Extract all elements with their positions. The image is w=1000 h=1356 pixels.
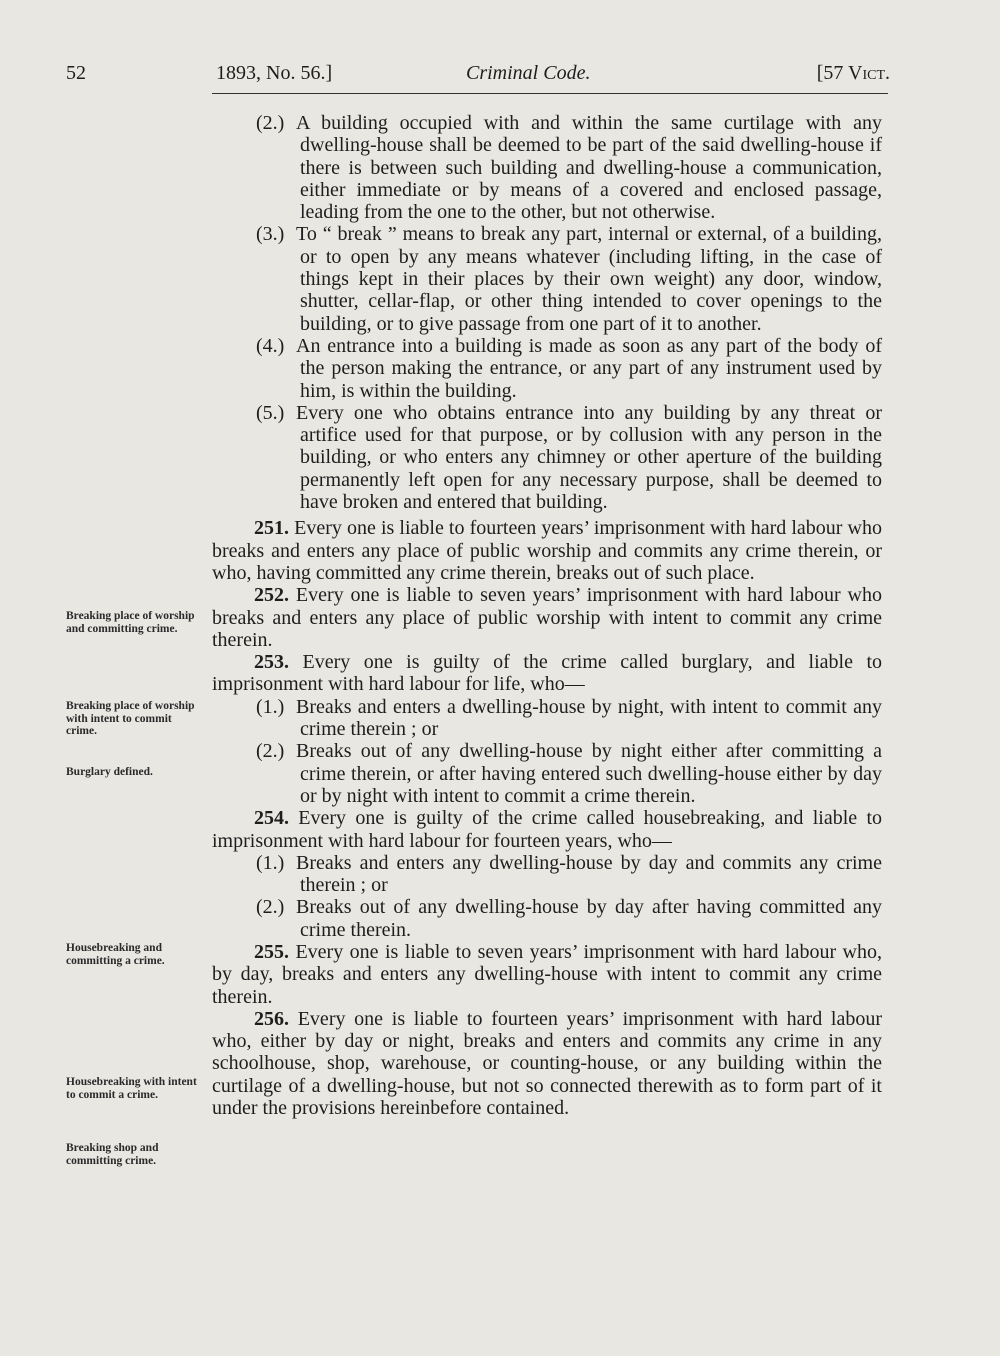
section-255: 255. Every one is liable to seven years’ imprisonment with hard labour who, by day, breaks and enters any dwelling-house with intent to commit any crime therein. [212,940,882,1008]
section-254: 254. Every one is guilty of the crime called housebreaking, and liable to imprisonment with hard labour for fourteen years, who— [212,807,882,852]
sidenote-256: Breaking shop and committing crime. [66,1142,159,1167]
sidenote-253: Burglary defined. [66,766,153,778]
sidenote-255: Housebreaking with intent to commit a crime. [66,1076,197,1101]
regnal-year: [57 Vict. [816,62,890,84]
subsection-3: (3.) To “ break ” means to break any part, internal or external, of a building, or to open by any means whatever (including lifting, in the case of things kept in their places by their own weight) any door, window, shutter, cellar-flap, or other thing intended to cover openings to the building, or to give passage from one part of it to another. [256,223,882,335]
subsection-4: (4.) An entrance into a building is made as soon as any part of the body of the person making the entrance, or any part of any instrument used by him, is within the building. [256,334,882,402]
subsection-5: (5.) Every one who obtains entrance into any building by any threat or artifice used for that purpose, or by collusion with any person in the building, or who enters any chimney or other aperture of the building permanently left open for any necessary purpose, shall be deemed to have broken and entered that building. [256,401,882,514]
act-year-number: 1893, No. 56.] [216,62,333,84]
sidenote-251: Breaking place of worship and committing crime. [66,610,195,635]
section-253-sub-2: (2.) Breaks out of any dwelling-house by night either after committing a crime therein, or after having entered such dwelling-house either by day or by night with intent to commit a crime therein. [256,740,882,807]
sidenote-254: Housebreaking and committing a crime. [66,942,165,967]
section-253: 253. Every one is guilty of the crime called burglary, and liable to imprisonment with hard labour for life, who— [212,651,883,696]
section-251: 251. Every one is liable to fourteen years’ imprisonment with hard labour who breaks and enters any place of public worship and commits any crime therein, or who, having committed any crime therein, breaks out of such place. [212,517,882,584]
section-252: 252. Every one is liable to seven years’ imprisonment with hard labour who breaks and enters any place of public worship with intent to commit any crime therein. [212,584,882,651]
page-number: 52 [66,62,86,84]
section-253-sub-1: (1.) Breaks and enters a dwelling-house by night, with intent to commit any crime therein ; or [256,695,882,741]
running-title: Criminal Code. [466,62,591,84]
running-header [66,62,890,90]
main-text [212,112,882,1119]
sidenote-252: Breaking place of worship with intent to commit crime. [66,700,195,737]
section-254-sub-2: (2.) Breaks out of any dwelling-house by day after having committed any crime therein. [256,896,882,941]
header-rule [212,93,888,94]
subsection-2: (2.) A building occupied with and within the same curtilage with any dwelling-house shall be deemed to be part of the said dwelling-house if there is between such building and dwelling-house a communication, either immediate or by means of a covered and enclosed passage, leading from the one to the other, but not otherwise. [256,112,882,224]
section-254-sub-1: (1.) Breaks and enters any dwelling-house by day and commits any crime therein ; or [256,851,882,897]
section-256: 256. Every one is liable to fourteen years’ imprisonment with hard labour who, either by day or night, breaks and enters and commits any crime in any schoolhouse, shop, warehouse, or counting-house, or any building within the curtilage of a dwelling-house, but not so connected therewith as to form part of it under the provisions hereinbefore contained. [212,1007,883,1120]
